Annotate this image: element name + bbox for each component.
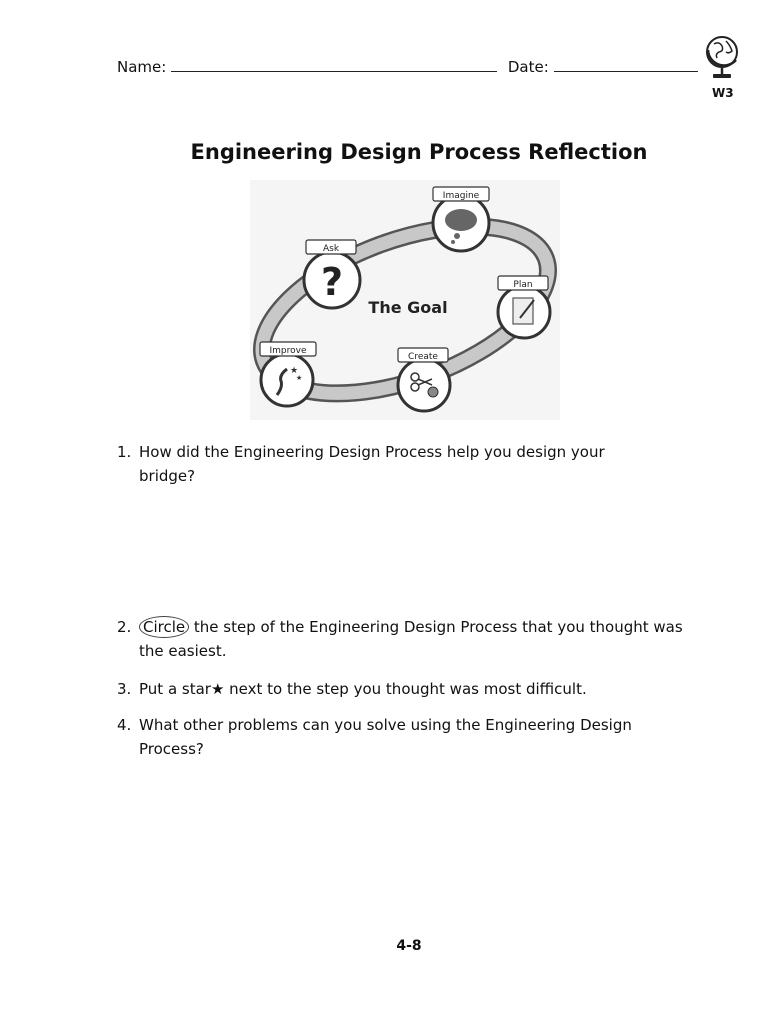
center-goal-label: The Goal: [368, 298, 448, 317]
step-label-create: Create: [408, 352, 438, 362]
answer-area-1[interactable]: [117, 495, 707, 605]
name-label: Name:: [117, 58, 167, 76]
question-1: [117, 440, 707, 488]
circled-word: Circle: [139, 616, 189, 638]
question-4: [117, 713, 707, 761]
question-text: How did the Engineering Design Process help you design your: [139, 443, 605, 461]
step-label-plan: Plan: [513, 280, 533, 290]
star-icon: ★: [210, 680, 225, 698]
step-label-imagine: Imagine: [442, 191, 480, 201]
question-text: What other problems can you solve using the Engineering Design: [139, 716, 632, 734]
question-text-continued: Process?: [139, 740, 204, 758]
name-blank-line[interactable]: [171, 55, 497, 72]
question-text-continued: bridge?: [139, 467, 196, 485]
question-number: 2.: [117, 618, 132, 636]
step-ask: [304, 240, 360, 308]
question-number: 4.: [117, 716, 132, 734]
question-mark-icon: ?: [320, 260, 344, 304]
page-title: Engineering Design Process Reflection: [190, 140, 648, 164]
page-number: 4-8: [396, 938, 422, 954]
step-imagine: [433, 187, 489, 251]
answer-area-4[interactable]: [117, 770, 707, 920]
date-blank-line[interactable]: [554, 55, 698, 72]
date-label: Date:: [507, 58, 549, 76]
question-3: [117, 677, 707, 701]
question-text: the step of the Engineering Design Process that you thought was: [189, 618, 683, 636]
step-plan: [498, 276, 550, 338]
question-text-continued: the easiest.: [139, 642, 227, 660]
step-create: [398, 348, 450, 411]
svg-text:★: ★: [290, 366, 299, 376]
paper-pencil-icon: [513, 298, 534, 324]
question-2: [117, 615, 707, 663]
unit-code: W3: [712, 86, 734, 100]
question-number: 1.: [117, 443, 132, 461]
step-label-ask: Ask: [322, 244, 340, 254]
engineering-design-process-diagram: [250, 180, 560, 420]
step-improve: [260, 342, 316, 406]
question-text-continued: next to the step you thought was most difficult.: [224, 680, 587, 698]
name-field-row: [117, 55, 698, 76]
question-number: 3.: [117, 680, 132, 698]
globe-icon: [702, 32, 746, 82]
question-text: Put a star: [139, 680, 211, 698]
step-label-improve: Improve: [269, 346, 307, 356]
svg-text:★: ★: [296, 374, 303, 382]
